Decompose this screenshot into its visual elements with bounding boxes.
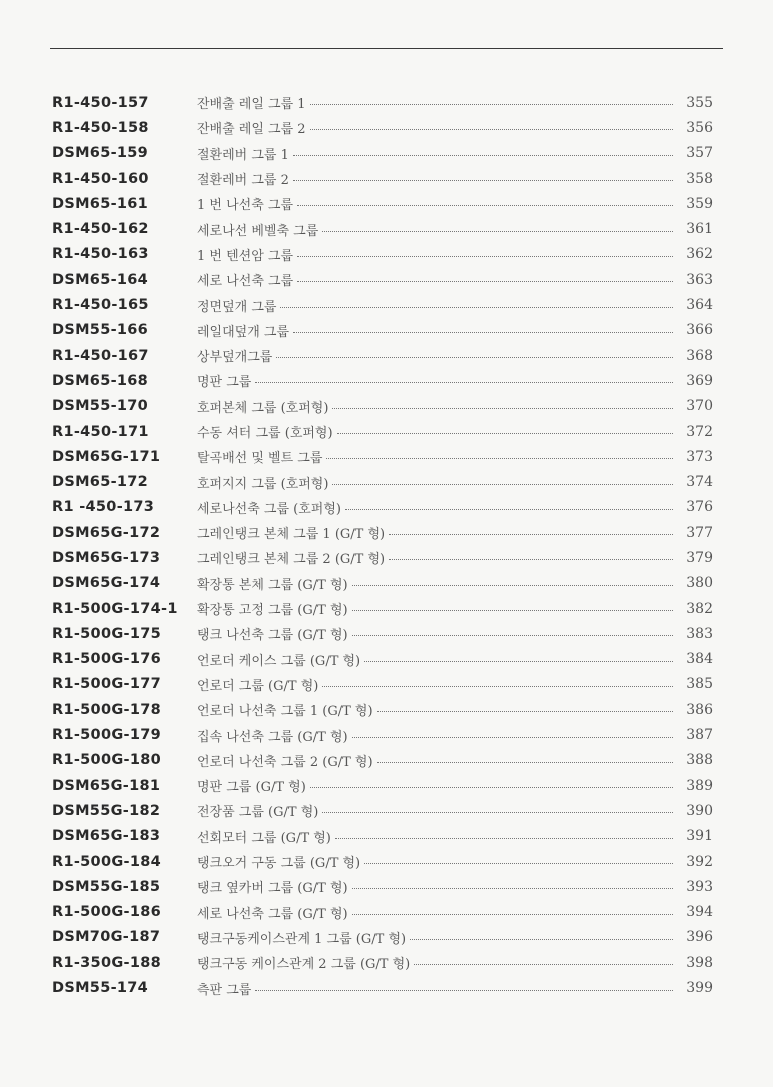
toc-entry: [0, 697, 773, 722]
toc-entry-page-number: 384: [686, 651, 713, 668]
toc-entry: [0, 647, 773, 672]
toc-entry-title-wrap: [197, 245, 677, 264]
toc-entry-code: DSM65-161: [52, 195, 149, 212]
dot-leader: [410, 938, 673, 940]
toc-entry-page-number: 359: [686, 195, 713, 212]
toc-entry-title-wrap: [197, 447, 677, 466]
toc-entry-code: DSM70G-187: [52, 929, 161, 946]
toc-entry-title: 탱크 나선축 그룹 (G/T 형): [197, 628, 348, 644]
toc-entry-code: DSM65G-171: [52, 448, 161, 465]
toc-entry-title-wrap: [197, 169, 677, 188]
toc-entry-page-number: 390: [686, 802, 713, 819]
toc-entry-code: R1-500G-176: [52, 651, 162, 668]
toc-entry: [0, 394, 773, 419]
toc-entry-title-wrap: [197, 220, 677, 239]
toc-entry-title: 집속 나선축 그룹 (G/T 형): [197, 729, 348, 745]
dot-leader: [377, 761, 673, 763]
toc-entry-page-number: 356: [686, 119, 713, 136]
toc-entry-title: 명판 그룹 (G/T 형): [197, 780, 306, 796]
toc-entry-title-wrap: [197, 827, 677, 846]
toc-entry-page-number: 358: [686, 170, 713, 187]
toc-entry-page-number: 392: [686, 853, 713, 870]
toc-entry-page-number: 376: [686, 499, 713, 516]
dot-leader: [364, 862, 673, 864]
dot-leader: [297, 204, 673, 206]
toc-entry-title: 탱크오거 구동 그룹 (G/T 형): [197, 856, 361, 872]
dot-leader: [364, 660, 673, 662]
toc-entry-title: 호퍼본체 그룹 (호퍼형): [197, 400, 329, 416]
toc-entry-title: 1 번 나선축 그룹: [197, 198, 294, 214]
toc-entry: [0, 292, 773, 317]
toc-entry-page-number: 385: [686, 676, 713, 693]
toc-entry-code: DSM65-168: [52, 372, 149, 389]
toc-entry-title: 그레인탱크 본체 그룹 2 (G/T 형): [197, 552, 386, 568]
toc-entry-title: 탱크 옆카버 그룹 (G/T 형): [197, 881, 348, 897]
toc-entry-code: R1-500G-178: [52, 701, 162, 718]
toc-entry-title: 잔배출 레일 그룹 2: [197, 122, 306, 138]
toc-entry-page-number: 389: [686, 777, 713, 794]
toc-entry-title-wrap: [197, 422, 677, 441]
toc-entry-title-wrap: [197, 903, 677, 922]
dot-leader: [414, 963, 673, 965]
toc-entry-title: 탱크구동케이스관계 1 그룹 (G/T 형): [197, 931, 407, 947]
toc-entry: [0, 115, 773, 140]
toc-entry-page-number: 383: [686, 625, 713, 642]
toc-entry-title: 언로더 케이스 그룹 (G/T 형): [197, 653, 361, 669]
toc-entry-title-wrap: [197, 979, 677, 998]
toc-entry-title-wrap: [197, 498, 677, 517]
toc-entry: [0, 318, 773, 343]
dot-leader: [389, 558, 673, 560]
toc-entry-title-wrap: [197, 650, 677, 669]
dot-leader: [297, 280, 673, 282]
toc-entry-title-wrap: [197, 371, 677, 390]
toc-entry-title-wrap: [197, 144, 677, 163]
toc-entry-title: 확장통 고정 그룹 (G/T 형): [197, 603, 348, 619]
toc-entry-title: 세로나선 베벨축 그룹: [197, 223, 319, 239]
toc-entry-title-wrap: [197, 270, 677, 289]
toc-entry-page-number: 393: [686, 878, 713, 895]
dot-leader: [310, 103, 673, 105]
toc-entry-code: R1 -450-173: [52, 499, 155, 516]
toc-entry-title: 호퍼지지 그룹 (호퍼형): [197, 476, 329, 492]
toc-entry-title-wrap: [197, 801, 677, 820]
toc-entry-page-number: 398: [686, 954, 713, 971]
toc-entry-code: R1-500G-175: [52, 625, 162, 642]
toc-entry-title-wrap: [197, 194, 677, 213]
dot-leader: [352, 609, 673, 611]
toc-entry-page-number: 369: [686, 372, 713, 389]
toc-entry: [0, 748, 773, 773]
toc-entry-title-wrap: [197, 321, 677, 340]
dot-leader: [280, 306, 673, 308]
toc-entry-page-number: 399: [686, 980, 713, 997]
toc-entry-code: R1-500G-179: [52, 727, 162, 744]
toc-entry: [0, 722, 773, 747]
toc-entry-code: DSM55-174: [52, 980, 149, 997]
toc-entry-title-wrap: [197, 599, 677, 618]
toc-entry: [0, 242, 773, 267]
toc-entry-title: 그레인탱크 본체 그룹 1 (G/T 형): [197, 527, 386, 543]
toc-entry: [0, 672, 773, 697]
toc-entry-title-wrap: [197, 726, 677, 745]
toc-entry-page-number: 386: [686, 701, 713, 718]
toc-entry: [0, 166, 773, 191]
toc-entry-title: 세로 나선축 그룹 (G/T 형): [197, 906, 348, 922]
toc-entry-page-number: 366: [686, 322, 713, 339]
toc-entry-page-number: 364: [686, 297, 713, 314]
toc-entry: [0, 191, 773, 216]
toc-entry-title-wrap: [197, 877, 677, 896]
toc-entry-page-number: 357: [686, 145, 713, 162]
toc-entry-code: DSM55G-185: [52, 878, 161, 895]
toc-entry-title: 상부덮개그룹: [197, 350, 273, 366]
toc-entry: [0, 368, 773, 393]
toc-entry-title: 언로더 그룹 (G/T 형): [197, 678, 319, 694]
toc-entry-title-wrap: [197, 700, 677, 719]
dot-leader: [322, 685, 673, 687]
dot-leader: [332, 407, 673, 409]
toc-entry-title: 수동 셔터 그룹 (호퍼형): [197, 426, 333, 441]
toc-entry: [0, 343, 773, 368]
toc-entry: [0, 874, 773, 899]
dot-leader: [352, 887, 673, 889]
dot-leader: [326, 457, 673, 459]
toc-entry: [0, 773, 773, 798]
toc-entry-title: 1 번 텐션암 그룹: [197, 248, 294, 264]
toc-entry-title-wrap: [197, 624, 677, 643]
toc-entry-title: 정면덮개 그룹: [197, 299, 277, 315]
dot-leader: [293, 179, 673, 181]
toc-entry-title: 잔배출 레일 그룹 1: [197, 97, 306, 113]
toc-entry-code: R1-350G-188: [52, 954, 162, 971]
toc-entry-code: R1-500G-174-1: [52, 600, 178, 617]
toc-entry-page-number: 379: [686, 549, 713, 566]
toc-entry-page-number: 396: [686, 929, 713, 946]
toc-entry-title: 언로더 나선축 그룹 1 (G/T 형): [197, 704, 373, 720]
toc-entry: [0, 621, 773, 646]
dot-leader: [310, 786, 673, 788]
toc-entry-title: 절환레버 그룹 1: [197, 147, 289, 163]
toc-entry-code: R1-450-160: [52, 170, 149, 187]
toc-entry-title-wrap: [197, 397, 677, 416]
toc-entry: [0, 444, 773, 469]
toc-entry: [0, 900, 773, 925]
toc-entry-page-number: 394: [686, 904, 713, 921]
toc-entry-title-wrap: [197, 675, 677, 694]
toc-entry: [0, 824, 773, 849]
toc-entry-code: R1-450-165: [52, 297, 149, 314]
dot-leader: [293, 331, 673, 333]
toc-entry-code: DSM65-172: [52, 474, 149, 491]
toc-entry: [0, 925, 773, 950]
header-rule: [50, 48, 723, 49]
toc-entry-code: R1-500G-184: [52, 853, 162, 870]
toc-entry-title: 전장품 그룹 (G/T 형): [197, 805, 319, 821]
toc-entry-title-wrap: [197, 574, 677, 593]
toc-entry-code: R1-500G-186: [52, 904, 162, 921]
toc-entry-page-number: 362: [686, 246, 713, 263]
toc-entry-code: R1-500G-180: [52, 752, 162, 769]
toc-entry-title: 측판 그룹: [197, 982, 252, 998]
toc-entry-title-wrap: [197, 548, 677, 567]
toc-entry-title-wrap: [197, 852, 677, 871]
toc-entry: [0, 545, 773, 570]
toc-entry-code: DSM65-159: [52, 145, 149, 162]
dot-leader: [322, 230, 673, 232]
toc-entry: [0, 216, 773, 241]
toc-entry-page-number: 368: [686, 347, 713, 364]
toc-entry-code: R1-450-163: [52, 246, 149, 263]
dot-leader: [335, 837, 673, 839]
dot-leader: [297, 255, 673, 257]
toc-entry-title-wrap: [197, 953, 677, 972]
toc-entry: [0, 798, 773, 823]
toc-entry-code: R1-450-158: [52, 119, 149, 136]
toc-entry-title: 명판 그룹: [197, 375, 252, 391]
dot-leader: [352, 584, 673, 586]
toc-entry-page-number: 387: [686, 727, 713, 744]
toc-entry: [0, 495, 773, 520]
toc-entry-title: 확장통 본체 그룹 (G/T 형): [197, 577, 348, 593]
toc-entry-code: DSM65G-183: [52, 828, 161, 845]
dot-leader: [389, 533, 673, 535]
table-of-contents: [0, 90, 773, 1001]
toc-entry-title: 절환레버 그룹 2: [197, 173, 289, 189]
toc-entry-code: R1-450-162: [52, 221, 149, 238]
dot-leader: [352, 634, 673, 636]
toc-entry: [0, 141, 773, 166]
toc-entry-title: 세로나선축 그룹 (호퍼형): [197, 501, 341, 517]
dot-leader: [332, 483, 673, 485]
toc-entry-code: R1-500G-177: [52, 676, 162, 693]
toc-entry-page-number: 370: [686, 398, 713, 415]
toc-entry-page-number: 372: [686, 423, 713, 440]
toc-entry: [0, 469, 773, 494]
toc-entry-code: R1-450-171: [52, 423, 149, 440]
toc-entry-code: DSM65-164: [52, 271, 149, 288]
toc-entry: [0, 975, 773, 1000]
toc-entry-code: DSM55G-182: [52, 802, 161, 819]
toc-entry-page-number: 377: [686, 524, 713, 541]
toc-entry-title-wrap: [197, 93, 677, 112]
dot-leader: [377, 710, 673, 712]
toc-entry-page-number: 382: [686, 600, 713, 617]
dot-leader: [255, 989, 673, 991]
toc-entry-title-wrap: [197, 523, 677, 542]
toc-entry-code: DSM65G-173: [52, 549, 161, 566]
toc-entry-title: 레일대덮개 그룹: [197, 324, 290, 340]
toc-entry-page-number: 391: [686, 828, 713, 845]
toc-entry-title-wrap: [197, 751, 677, 770]
toc-entry-page-number: 355: [686, 94, 713, 111]
toc-entry-page-number: 380: [686, 575, 713, 592]
toc-entry-title: 선회모터 그룹 (G/T 형): [197, 830, 331, 846]
toc-entry-title: 탈곡배선 및 벨트 그룹: [197, 451, 323, 467]
dot-leader: [337, 432, 673, 434]
toc-entry: [0, 419, 773, 444]
dot-leader: [310, 128, 673, 130]
toc-entry-title: 탱크구동 케이스관계 2 그룹 (G/T 형): [197, 957, 411, 973]
toc-entry-code: R1-450-157: [52, 94, 149, 111]
dot-leader: [352, 736, 673, 738]
toc-entry-title-wrap: [197, 473, 677, 492]
toc-entry: [0, 571, 773, 596]
toc-entry: [0, 267, 773, 292]
dot-leader: [352, 913, 673, 915]
dot-leader: [255, 381, 673, 383]
toc-entry-title-wrap: [197, 296, 677, 315]
toc-entry-title-wrap: [197, 346, 677, 365]
toc-entry-code: DSM65G-181: [52, 777, 161, 794]
dot-leader: [276, 356, 673, 358]
toc-entry-page-number: 361: [686, 221, 713, 238]
toc-entry-code: DSM55-170: [52, 398, 149, 415]
dot-leader: [293, 154, 673, 156]
toc-entry: [0, 596, 773, 621]
toc-entry-code: R1-450-167: [52, 347, 149, 364]
toc-entry: [0, 520, 773, 545]
toc-entry-page-number: 374: [686, 474, 713, 491]
toc-entry-page-number: 363: [686, 271, 713, 288]
toc-entry-code: DSM65G-172: [52, 524, 161, 541]
toc-entry: [0, 90, 773, 115]
toc-entry-code: DSM65G-174: [52, 575, 161, 592]
toc-entry: [0, 849, 773, 874]
dot-leader: [345, 508, 673, 510]
toc-entry-title: 세로 나선축 그룹: [197, 274, 294, 290]
toc-entry-title-wrap: [197, 118, 677, 137]
toc-entry-page-number: 373: [686, 448, 713, 465]
dot-leader: [322, 811, 673, 813]
toc-entry-code: DSM55-166: [52, 322, 149, 339]
toc-entry-title-wrap: [197, 928, 677, 947]
toc-entry-title-wrap: [197, 776, 677, 795]
toc-entry-title: 언로더 나선축 그룹 2 (G/T 형): [197, 754, 373, 770]
toc-entry: [0, 950, 773, 975]
toc-entry-page-number: 388: [686, 752, 713, 769]
